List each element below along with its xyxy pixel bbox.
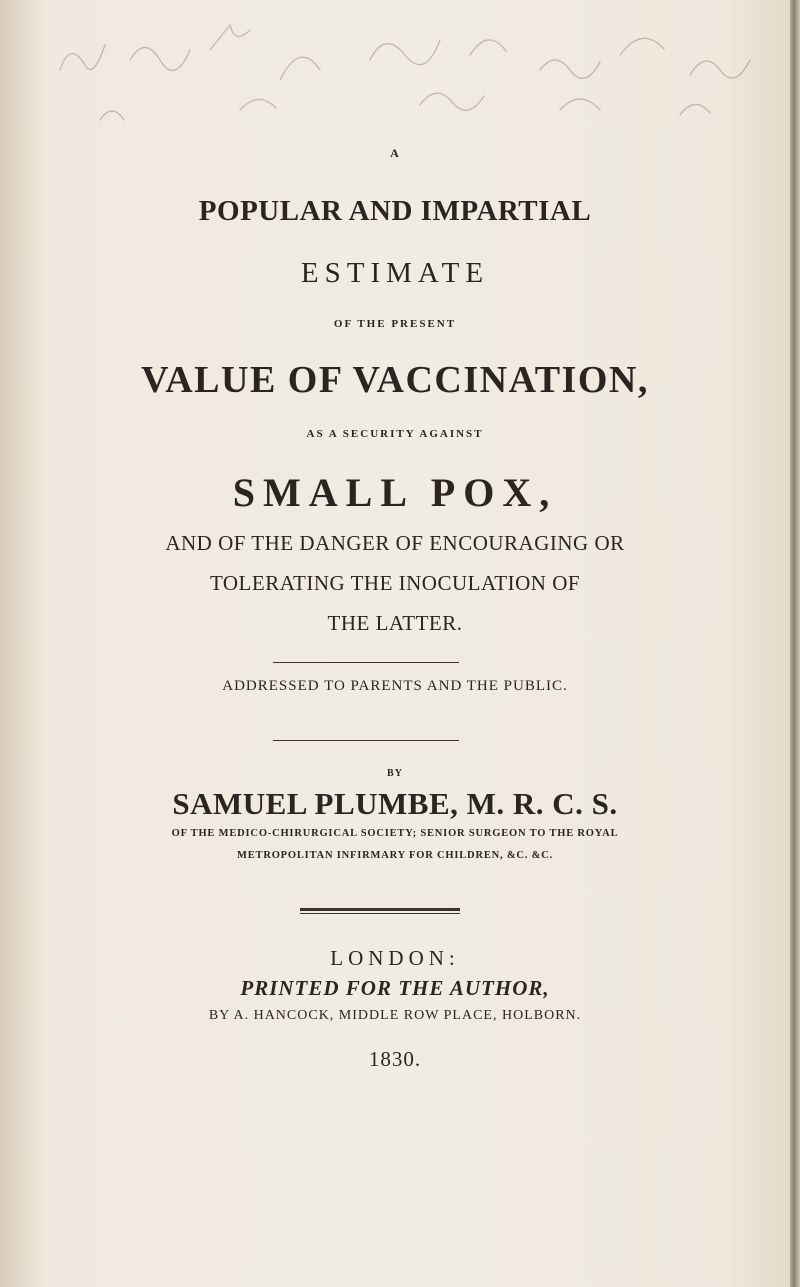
- title-line-of-the-present: OF THE PRESENT: [333, 318, 457, 330]
- imprint-printed-for: PRINTED FOR THE AUTHOR,: [240, 976, 550, 1000]
- imprint-city: LONDON:: [330, 946, 460, 970]
- author-credentials-line-1: OF THE MEDICO-CHIRURGICAL SOCIETY; SENIOR SURGEON TO THE ROYAL: [171, 828, 619, 839]
- author-name: SAMUEL PLUMBE, M. R. C. S.: [172, 786, 618, 821]
- title-line-small-pox: SMALL POX,: [232, 470, 558, 515]
- imprint-year: 1830.: [368, 1047, 422, 1071]
- author-credentials-line-2: METROPOLITAN INFIRMARY FOR CHILDREN, &C. &C.: [237, 850, 553, 861]
- bleed-through-handwriting: [40, 0, 800, 140]
- dedication-line: ADDRESSED TO PARENTS AND THE PUBLIC.: [222, 678, 568, 694]
- subtitle-line-the-latter: THE LATTER.: [327, 611, 463, 635]
- title-line-estimate: ESTIMATE: [300, 257, 490, 289]
- page-edge: [790, 0, 800, 1287]
- double-rule-thin: [300, 913, 460, 914]
- article-a: A: [390, 146, 400, 160]
- subtitle-line-tolerating: TOLERATING THE INOCULATION OF: [209, 571, 581, 595]
- title-line-popular: POPULAR AND IMPARTIAL: [198, 195, 592, 227]
- divider-rule: [273, 740, 459, 741]
- double-rule-thick: [300, 908, 460, 911]
- title-line-security-against: AS A SECURITY AGAINST: [306, 428, 484, 440]
- divider-rule: [273, 662, 459, 663]
- subtitle-line-danger: AND OF THE DANGER OF ENCOURAGING OR: [165, 531, 625, 555]
- imprint-publisher: BY A. HANCOCK, MIDDLE ROW PLACE, HOLBORN.: [208, 1008, 582, 1023]
- by-label: BY: [387, 768, 403, 779]
- title-line-value-of-vaccination: VALUE OF VACCINATION,: [141, 359, 649, 401]
